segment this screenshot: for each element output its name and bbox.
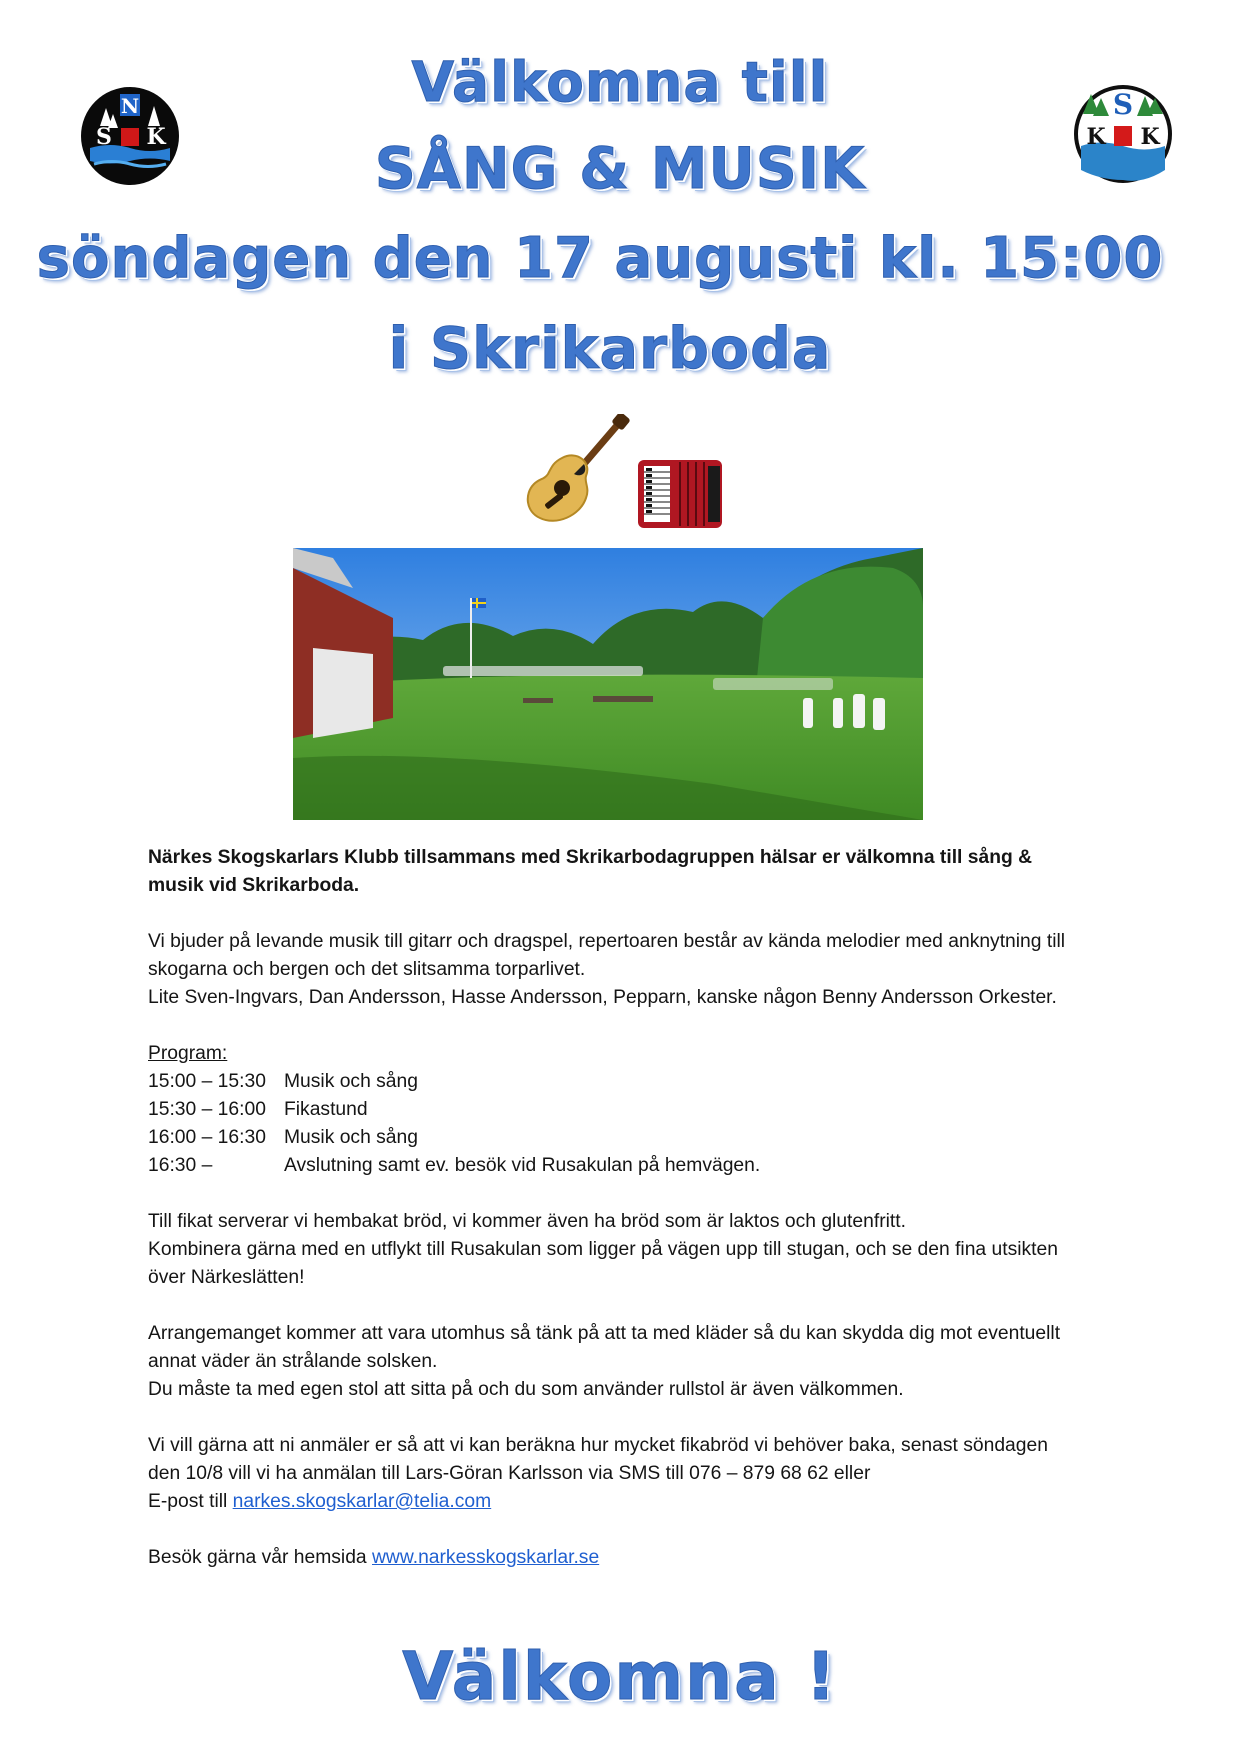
program-item — [148, 1152, 1078, 1180]
paragraph-registration: Vi vill gärna att ni anmäler er så att vi kan beräkna hur mycket fikabröd vi behöver baka, senast söndagen den 10/8 vill vi ha anmälan till Lars-Göran Karlsson via SMS till 076 – 879 68 62 eller — [148, 1435, 1048, 1484]
logo-left-letter-right: K — [146, 124, 166, 150]
logo-left-letter-left: S — [96, 124, 112, 150]
logo-right-letter-top: S — [1112, 88, 1134, 121]
program-heading: Program: — [148, 1043, 228, 1064]
program-item — [148, 1096, 1078, 1124]
website-prefix: Besök gärna vår hemsida — [148, 1547, 367, 1568]
program-activity: Musik och sång — [284, 1127, 418, 1148]
program-activity: Musik och sång — [284, 1071, 418, 1092]
paragraph-chair: Du måste ta med egen stol att sitta på och du som använder rullstol är även välkommen. — [148, 1379, 904, 1400]
program-item — [148, 1068, 1078, 1096]
paragraph-music: Vi bjuder på levande musik till gitarr och dragspel, repertoaren består av kända melodier med anknytning till skogarna och bergen och det slitsamma torparlivet. — [148, 931, 1066, 980]
email-prefix: E-post till — [148, 1491, 228, 1512]
program-time: 15:00 – 15:30 — [148, 1071, 266, 1092]
headline-welcome: Välkomna till — [411, 50, 829, 114]
headline-location: i Skrikarboda — [388, 316, 832, 382]
program-item — [148, 1124, 1078, 1152]
logo-left-letter-top: N — [120, 94, 140, 118]
logo-right-letter-right: K — [1140, 124, 1160, 150]
accordion-icon — [636, 456, 724, 532]
program-time: 15:30 – 16:00 — [148, 1099, 266, 1120]
paragraph-fika: Till fikat serverar vi hembakat bröd, vi kommer även ha bröd som är laktos och glutenfritt. — [148, 1211, 906, 1232]
website-line — [148, 1544, 1078, 1572]
paragraph-artists: Lite Sven-Ingvars, Dan Andersson, Hasse Andersson, Pepparn, kanske någon Benny Andersson Orkester. — [148, 987, 1057, 1008]
email-link[interactable]: narkes.skogskarlar@telia.com — [232, 1491, 492, 1512]
program-time: 16:00 – 16:30 — [148, 1127, 266, 1148]
headline-date-time: söndagen den 17 augusti kl. 15:00 — [36, 226, 1164, 291]
logo-right-letter-left: K — [1086, 124, 1106, 150]
event-photo — [293, 548, 923, 820]
program-activity: Avslutning samt ev. besök vid Rusakulan på hemvägen. — [284, 1155, 761, 1176]
footer-welcome: Välkomna ! — [402, 1638, 838, 1715]
program-time: 16:30 – — [148, 1155, 213, 1176]
paragraph-excursion: Kombinera gärna med en utflykt till Rusakulan som ligger på vägen upp till stugan, och se den fina utsikten över Närkeslätten! — [148, 1239, 1058, 1288]
website-link[interactable]: www.narkesskogskarlar.se — [372, 1547, 600, 1568]
club-logo-right — [1073, 84, 1173, 184]
club-logo-left — [80, 86, 180, 186]
guitar-icon — [522, 414, 632, 532]
paragraph-outdoor: Arrangemanget kommer att vara utomhus så tänk på att ta med kläder så du kan skydda dig mot eventuellt annat väder än strålande solsken. — [148, 1323, 1061, 1372]
intro-text: Närkes Skogskarlars Klubb tillsammans med Skrikarbodagruppen hälsar er välkomna till sång & musik vid Skrikarboda. — [148, 847, 1033, 896]
headline-event-name: SÅNG & MUSIK — [374, 136, 866, 202]
program-activity: Fikastund — [284, 1099, 368, 1120]
email-line — [148, 1488, 1078, 1516]
